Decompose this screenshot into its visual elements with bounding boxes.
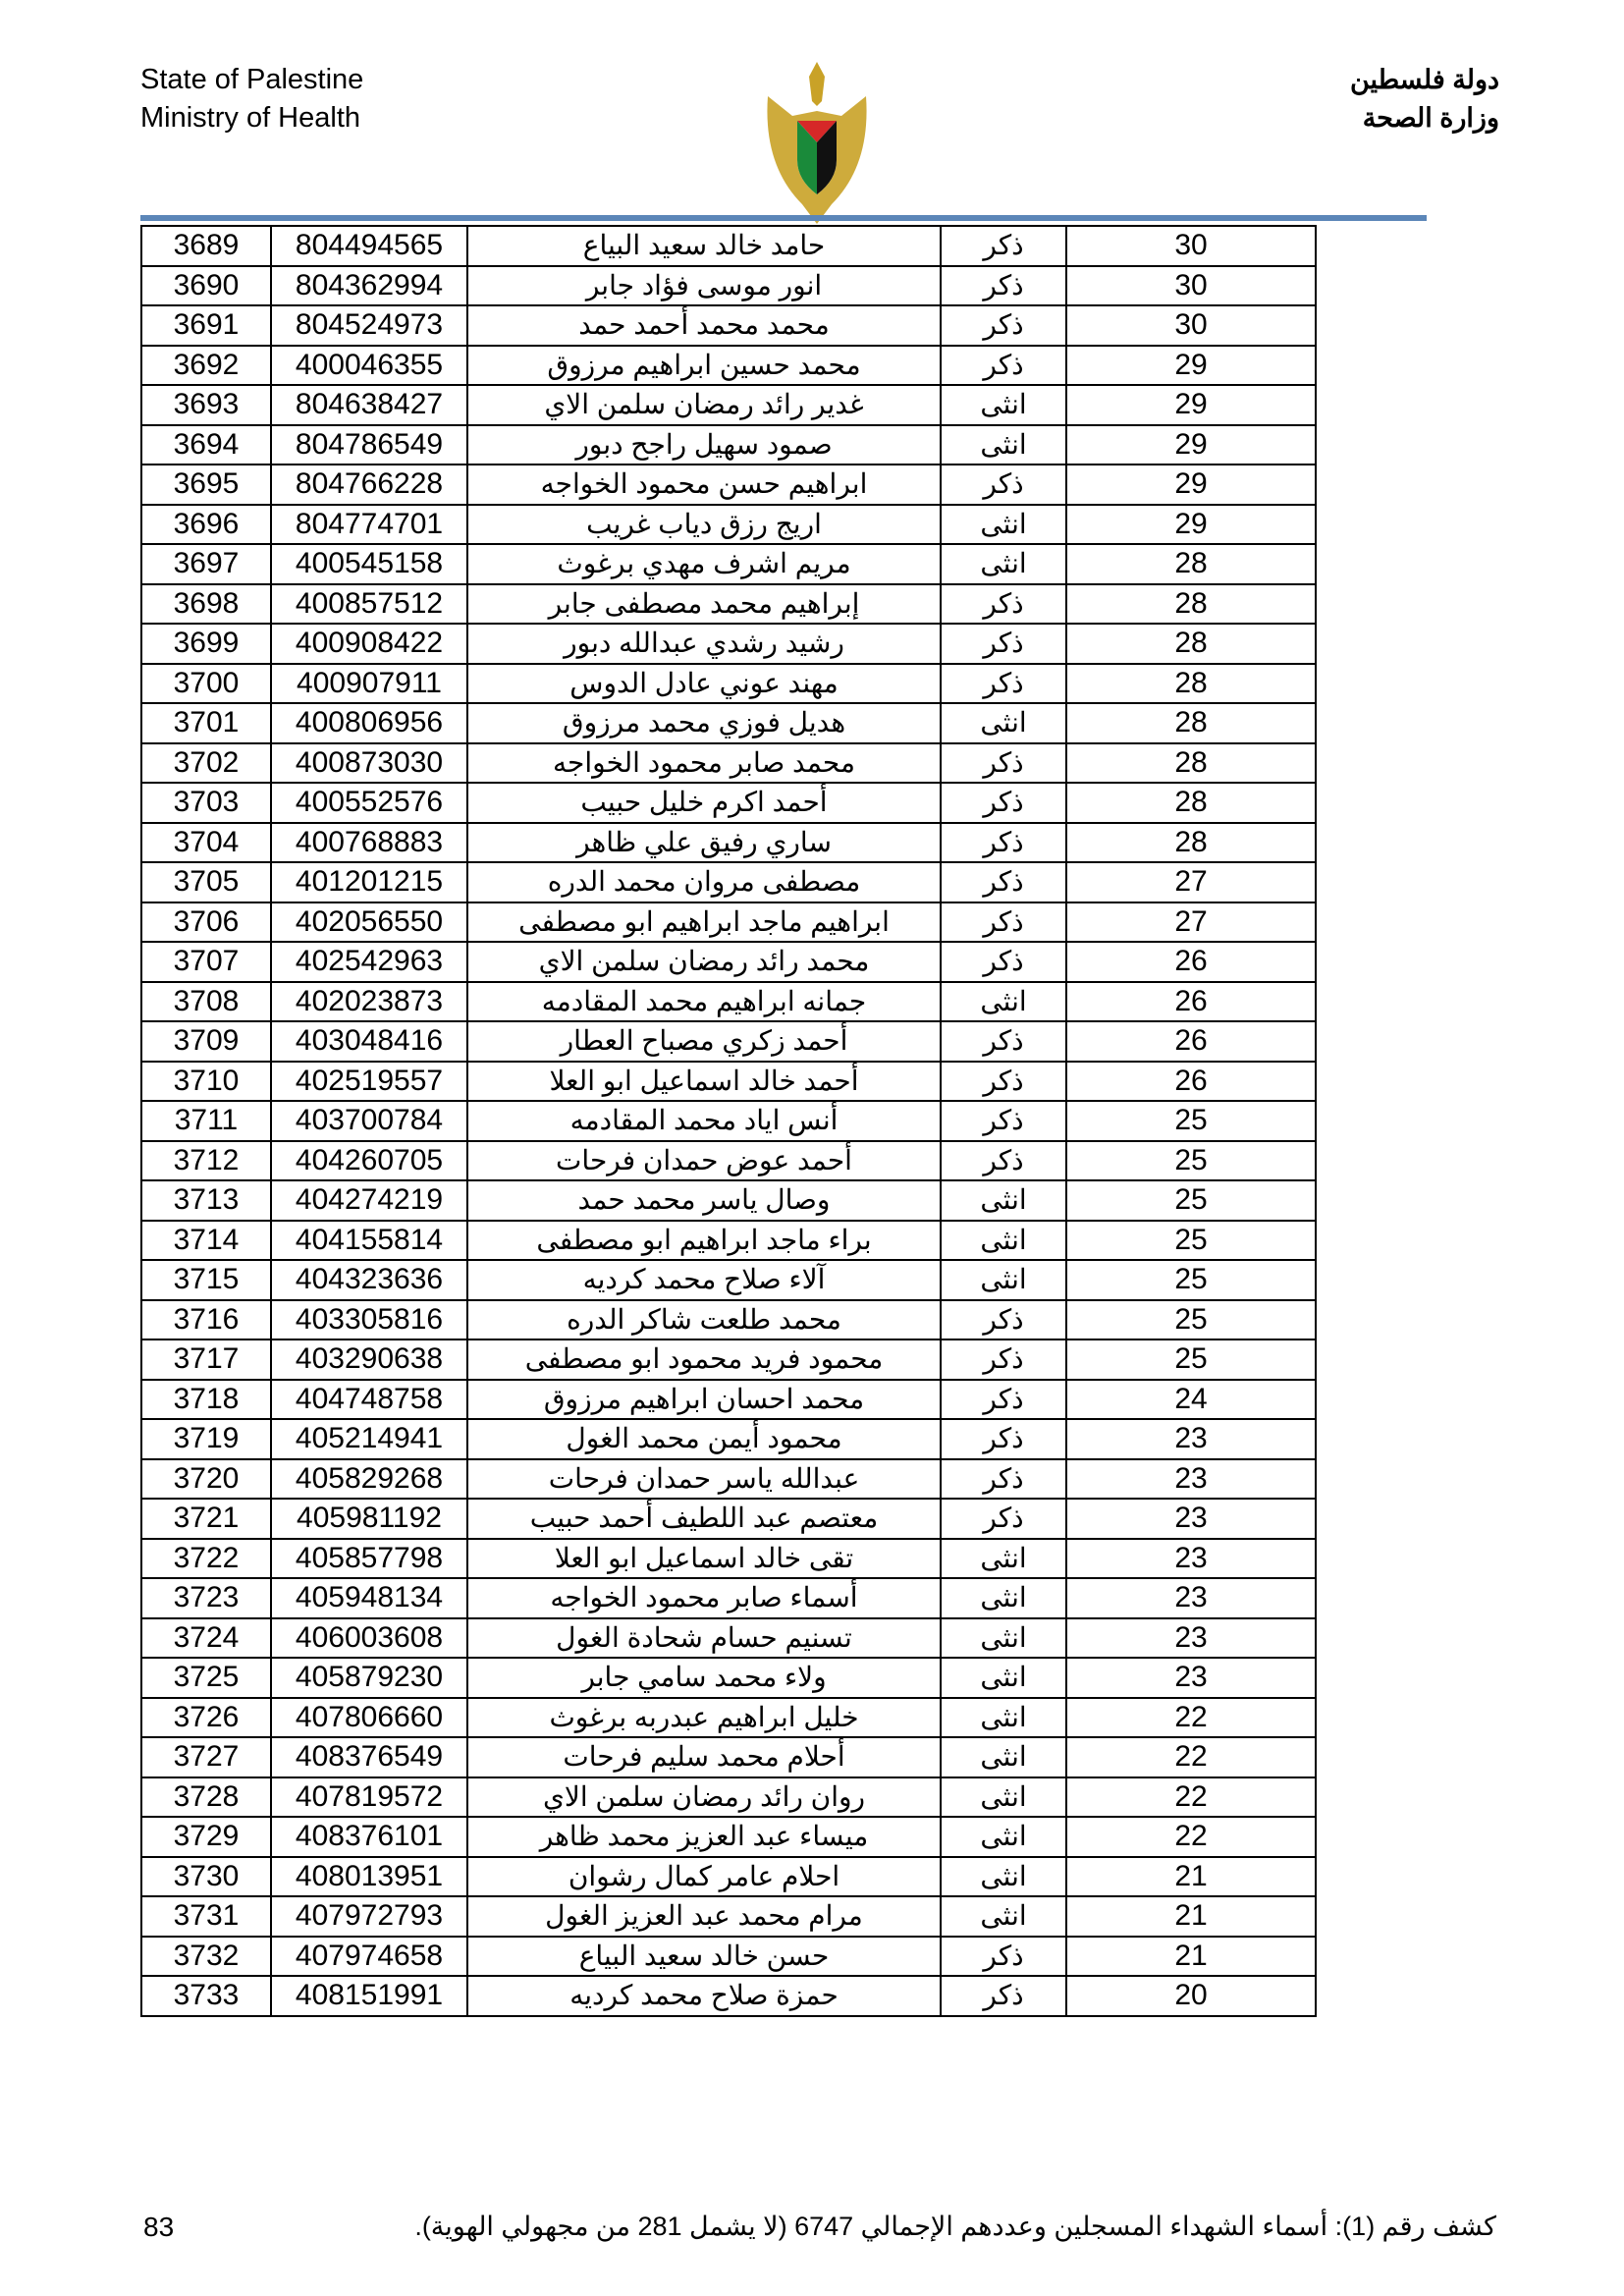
- sequence-cell: 3709: [141, 1021, 271, 1062]
- table-row: [141, 1101, 1316, 1141]
- sequence-cell: 3715: [141, 1260, 271, 1300]
- gender-cell: ذكر: [941, 664, 1066, 704]
- sequence-cell: 3707: [141, 942, 271, 982]
- id-number-cell: 403700784: [271, 1101, 467, 1141]
- table-row: [141, 226, 1316, 266]
- sequence-cell: 3697: [141, 544, 271, 584]
- id-number-cell: 408376549: [271, 1737, 467, 1777]
- sequence-cell: 3694: [141, 425, 271, 465]
- table-row: [141, 703, 1316, 743]
- id-number-cell: 405829268: [271, 1459, 467, 1500]
- gender-cell: انثى: [941, 1221, 1066, 1261]
- age-cell: 26: [1066, 942, 1316, 982]
- id-number-cell: 405981192: [271, 1499, 467, 1539]
- age-cell: 30: [1066, 305, 1316, 346]
- gender-cell: انثى: [941, 1817, 1066, 1857]
- gender-cell: ذكر: [941, 823, 1066, 863]
- name-cell: احلام عامر كمال رشوان: [467, 1857, 941, 1897]
- sequence-cell: 3690: [141, 266, 271, 306]
- sequence-cell: 3711: [141, 1101, 271, 1141]
- sequence-cell: 3710: [141, 1062, 271, 1102]
- age-cell: 28: [1066, 664, 1316, 704]
- id-number-cell: 407972793: [271, 1896, 467, 1937]
- id-number-cell: 404748758: [271, 1380, 467, 1420]
- id-number-cell: 406003608: [271, 1618, 467, 1659]
- sequence-cell: 3696: [141, 505, 271, 545]
- table-row: [141, 743, 1316, 784]
- state-name-ar: دولة فلسطين: [1349, 65, 1499, 94]
- sequence-cell: 3701: [141, 703, 271, 743]
- sequence-cell: 3722: [141, 1539, 271, 1579]
- age-cell: 30: [1066, 266, 1316, 306]
- ministry-name-en: Ministry of Health: [140, 102, 361, 134]
- age-cell: 25: [1066, 1221, 1316, 1261]
- name-cell: ساري رفيق علي ظاهر: [467, 823, 941, 863]
- table-row: [141, 1737, 1316, 1777]
- sequence-cell: 3702: [141, 743, 271, 784]
- state-name-en: State of Palestine: [140, 64, 364, 95]
- age-cell: 29: [1066, 346, 1316, 386]
- name-cell: تقى خالد اسماعيل ابو العلا: [467, 1539, 941, 1579]
- gender-cell: ذكر: [941, 1339, 1066, 1380]
- page-number: 83: [143, 2212, 175, 2242]
- gender-cell: انثى: [941, 505, 1066, 545]
- sequence-cell: 3717: [141, 1339, 271, 1380]
- table-row: [141, 1021, 1316, 1062]
- sequence-cell: 3698: [141, 584, 271, 625]
- age-cell: 23: [1066, 1419, 1316, 1459]
- table-row: [141, 902, 1316, 943]
- id-number-cell: 400907911: [271, 664, 467, 704]
- id-number-cell: 804638427: [271, 385, 467, 425]
- name-cell: أحمد خالد اسماعيل ابو العلا: [467, 1062, 941, 1102]
- name-cell: عبدالله ياسر حمدان فرحات: [467, 1459, 941, 1500]
- gender-cell: ذكر: [941, 1419, 1066, 1459]
- sequence-cell: 3695: [141, 465, 271, 505]
- gender-cell: ذكر: [941, 942, 1066, 982]
- name-cell: أسماء صابر محمود الخواجه: [467, 1578, 941, 1618]
- id-number-cell: 400768883: [271, 823, 467, 863]
- name-cell: إبراهيم محمد مصطفى جابر: [467, 584, 941, 625]
- gender-cell: ذكر: [941, 1380, 1066, 1420]
- id-number-cell: 404155814: [271, 1221, 467, 1261]
- age-cell: 23: [1066, 1578, 1316, 1618]
- table-row: [141, 783, 1316, 823]
- gender-cell: انثى: [941, 544, 1066, 584]
- name-cell: محمد احسان ابراهيم مرزوق: [467, 1380, 941, 1420]
- gender-cell: انثى: [941, 1260, 1066, 1300]
- age-cell: 23: [1066, 1658, 1316, 1698]
- age-cell: 25: [1066, 1101, 1316, 1141]
- id-number-cell: 402056550: [271, 902, 467, 943]
- id-number-cell: 804786549: [271, 425, 467, 465]
- table-row: [141, 1618, 1316, 1659]
- sequence-cell: 3719: [141, 1419, 271, 1459]
- table-row: [141, 1499, 1316, 1539]
- gender-cell: ذكر: [941, 584, 1066, 625]
- id-number-cell: 407819572: [271, 1777, 467, 1818]
- name-cell: مرام محمد عبد العزيز الغول: [467, 1896, 941, 1937]
- sequence-cell: 3704: [141, 823, 271, 863]
- table-row: [141, 1380, 1316, 1420]
- sequence-cell: 3720: [141, 1459, 271, 1500]
- id-number-cell: 408151991: [271, 1976, 467, 2016]
- age-cell: 26: [1066, 982, 1316, 1022]
- name-cell: اريج رزق دياب غريب: [467, 505, 941, 545]
- age-cell: 28: [1066, 584, 1316, 625]
- name-cell: أحلام محمد سليم فرحات: [467, 1737, 941, 1777]
- gender-cell: انثى: [941, 1658, 1066, 1698]
- id-number-cell: 804494565: [271, 226, 467, 266]
- sequence-cell: 3700: [141, 664, 271, 704]
- table-row: [141, 425, 1316, 465]
- header-divider: [140, 215, 1427, 221]
- id-number-cell: 804524973: [271, 305, 467, 346]
- name-cell: مصطفى مروان محمد الدره: [467, 862, 941, 902]
- gender-cell: ذكر: [941, 1976, 1066, 2016]
- name-cell: حسن خالد سعيد البياع: [467, 1937, 941, 1977]
- id-number-cell: 401201215: [271, 862, 467, 902]
- name-cell: أحمد عوض حمدان فرحات: [467, 1141, 941, 1181]
- name-cell: محمود فريد محمود ابو مصطفى: [467, 1339, 941, 1380]
- age-cell: 29: [1066, 465, 1316, 505]
- age-cell: 30: [1066, 226, 1316, 266]
- gender-cell: ذكر: [941, 1300, 1066, 1340]
- gender-cell: انثى: [941, 1180, 1066, 1221]
- table-row: [141, 1221, 1316, 1261]
- footer-caption: كشف رقم (1): أسماء الشهداء المسجلين وعددهم الإجمالي 6747 (لا يشمل 281 من مجهولي الهوية).: [414, 2212, 1496, 2241]
- id-number-cell: 407806660: [271, 1698, 467, 1738]
- sequence-cell: 3714: [141, 1221, 271, 1261]
- age-cell: 28: [1066, 544, 1316, 584]
- id-number-cell: 400046355: [271, 346, 467, 386]
- gender-cell: ذكر: [941, 1499, 1066, 1539]
- name-cell: أنس اياد محمد المقادمه: [467, 1101, 941, 1141]
- age-cell: 29: [1066, 505, 1316, 545]
- age-cell: 23: [1066, 1499, 1316, 1539]
- name-cell: روان رائد رمضان سلمن الاي: [467, 1777, 941, 1818]
- table-row: [141, 505, 1316, 545]
- age-cell: 25: [1066, 1260, 1316, 1300]
- id-number-cell: 402519557: [271, 1062, 467, 1102]
- header-english: [140, 61, 363, 137]
- name-cell: حمزة صلاح محمد كرديه: [467, 1976, 941, 2016]
- sequence-cell: 3708: [141, 982, 271, 1022]
- id-number-cell: 405948134: [271, 1578, 467, 1618]
- id-number-cell: 403048416: [271, 1021, 467, 1062]
- sequence-cell: 3706: [141, 902, 271, 943]
- age-cell: 21: [1066, 1896, 1316, 1937]
- name-cell: ابراهيم حسن محمود الخواجه: [467, 465, 941, 505]
- table-row: [141, 664, 1316, 704]
- ministry-name-ar: وزارة الصحة: [1362, 103, 1499, 133]
- gender-cell: ذكر: [941, 226, 1066, 266]
- table-row: [141, 1857, 1316, 1897]
- age-cell: 23: [1066, 1539, 1316, 1579]
- id-number-cell: 405879230: [271, 1658, 467, 1698]
- sequence-cell: 3716: [141, 1300, 271, 1340]
- id-number-cell: 804362994: [271, 266, 467, 306]
- table-row: [141, 266, 1316, 306]
- gender-cell: ذكر: [941, 1141, 1066, 1181]
- table-row: [141, 1459, 1316, 1500]
- table-row: [141, 862, 1316, 902]
- name-cell: ابراهيم ماجد ابراهيم ابو مصطفى: [467, 902, 941, 943]
- gender-cell: ذكر: [941, 465, 1066, 505]
- table-row: [141, 942, 1316, 982]
- age-cell: 29: [1066, 425, 1316, 465]
- age-cell: 20: [1066, 1976, 1316, 2016]
- table-row: [141, 1896, 1316, 1937]
- name-cell: مريم اشرف مهدي برغوث: [467, 544, 941, 584]
- sequence-cell: 3699: [141, 624, 271, 664]
- gender-cell: ذكر: [941, 902, 1066, 943]
- age-cell: 24: [1066, 1380, 1316, 1420]
- age-cell: 22: [1066, 1698, 1316, 1738]
- table-row: [141, 624, 1316, 664]
- table-row: [141, 1937, 1316, 1977]
- table-row: [141, 1698, 1316, 1738]
- age-cell: 21: [1066, 1937, 1316, 1977]
- name-cell: خليل ابراهيم عبدربه برغوث: [467, 1698, 941, 1738]
- table-row: [141, 544, 1316, 584]
- sequence-cell: 3732: [141, 1937, 271, 1977]
- id-number-cell: 402542963: [271, 942, 467, 982]
- age-cell: 27: [1066, 862, 1316, 902]
- palestine-eagle-emblem-icon: [758, 57, 876, 229]
- gender-cell: انثى: [941, 1618, 1066, 1659]
- name-cell: انور موسى فؤاد جابر: [467, 266, 941, 306]
- age-cell: 25: [1066, 1141, 1316, 1181]
- age-cell: 25: [1066, 1339, 1316, 1380]
- sequence-cell: 3723: [141, 1578, 271, 1618]
- gender-cell: ذكر: [941, 1021, 1066, 1062]
- sequence-cell: 3705: [141, 862, 271, 902]
- gender-cell: ذكر: [941, 1062, 1066, 1102]
- name-cell: أحمد اكرم خليل حبيب: [467, 783, 941, 823]
- id-number-cell: 407974658: [271, 1937, 467, 1977]
- name-cell: محمد صابر محمود الخواجه: [467, 743, 941, 784]
- name-cell: محمد رائد رمضان سلمن الاي: [467, 942, 941, 982]
- name-cell: غدير رائد رمضان سلمن الاي: [467, 385, 941, 425]
- sequence-cell: 3691: [141, 305, 271, 346]
- gender-cell: ذكر: [941, 1937, 1066, 1977]
- id-number-cell: 403305816: [271, 1300, 467, 1340]
- gender-cell: ذكر: [941, 624, 1066, 664]
- gender-cell: انثى: [941, 1539, 1066, 1579]
- id-number-cell: 402023873: [271, 982, 467, 1022]
- age-cell: 28: [1066, 703, 1316, 743]
- table-row: [141, 584, 1316, 625]
- gender-cell: ذكر: [941, 266, 1066, 306]
- table-row: [141, 1976, 1316, 2016]
- sequence-cell: 3726: [141, 1698, 271, 1738]
- table-row: [141, 1339, 1316, 1380]
- table-row: [141, 1141, 1316, 1181]
- name-cell: وصال ياسر محمد حمد: [467, 1180, 941, 1221]
- table-row: [141, 982, 1316, 1022]
- gender-cell: انثى: [941, 703, 1066, 743]
- id-number-cell: 408376101: [271, 1817, 467, 1857]
- age-cell: 28: [1066, 783, 1316, 823]
- sequence-cell: 3725: [141, 1658, 271, 1698]
- age-cell: 26: [1066, 1021, 1316, 1062]
- id-number-cell: 400806956: [271, 703, 467, 743]
- name-cell: ولاء محمد سامي جابر: [467, 1658, 941, 1698]
- sequence-cell: 3689: [141, 226, 271, 266]
- gender-cell: انثى: [941, 1737, 1066, 1777]
- name-cell: هديل فوزي محمد مرزوق: [467, 703, 941, 743]
- table-row: [141, 1777, 1316, 1818]
- age-cell: 22: [1066, 1737, 1316, 1777]
- age-cell: 28: [1066, 624, 1316, 664]
- id-number-cell: 804766228: [271, 465, 467, 505]
- table-row: [141, 1062, 1316, 1102]
- sequence-cell: 3728: [141, 1777, 271, 1818]
- table-row: [141, 1817, 1316, 1857]
- table-row: [141, 385, 1316, 425]
- gender-cell: ذكر: [941, 1101, 1066, 1141]
- age-cell: 21: [1066, 1857, 1316, 1897]
- gender-cell: انثى: [941, 385, 1066, 425]
- table-row: [141, 465, 1316, 505]
- id-number-cell: 403290638: [271, 1339, 467, 1380]
- id-number-cell: 400873030: [271, 743, 467, 784]
- name-cell: جمانه ابراهيم محمد المقادمه: [467, 982, 941, 1022]
- table-row: [141, 1300, 1316, 1340]
- age-cell: 25: [1066, 1300, 1316, 1340]
- gender-cell: ذكر: [941, 783, 1066, 823]
- sequence-cell: 3733: [141, 1976, 271, 2016]
- gender-cell: انثى: [941, 982, 1066, 1022]
- age-cell: 26: [1066, 1062, 1316, 1102]
- id-number-cell: 404274219: [271, 1180, 467, 1221]
- name-cell: مهند عوني عادل الدوس: [467, 664, 941, 704]
- gender-cell: انثى: [941, 1698, 1066, 1738]
- sequence-cell: 3692: [141, 346, 271, 386]
- age-cell: 28: [1066, 823, 1316, 863]
- table-row: [141, 1419, 1316, 1459]
- id-number-cell: 405214941: [271, 1419, 467, 1459]
- age-cell: 27: [1066, 902, 1316, 943]
- gender-cell: ذكر: [941, 305, 1066, 346]
- sequence-cell: 3712: [141, 1141, 271, 1181]
- name-cell: معتصم عبد اللطيف أحمد حبيب: [467, 1499, 941, 1539]
- name-cell: رشيد رشدي عبدالله دبور: [467, 624, 941, 664]
- table-row: [141, 346, 1316, 386]
- age-cell: 29: [1066, 385, 1316, 425]
- sequence-cell: 3693: [141, 385, 271, 425]
- table-row: [141, 305, 1316, 346]
- age-cell: 28: [1066, 743, 1316, 784]
- gender-cell: ذكر: [941, 1459, 1066, 1500]
- sequence-cell: 3730: [141, 1857, 271, 1897]
- name-cell: تسنيم حسام شحادة الغول: [467, 1618, 941, 1659]
- gender-cell: انثى: [941, 1578, 1066, 1618]
- name-cell: آلاء صلاح محمد كرديه: [467, 1260, 941, 1300]
- name-cell: محمد طلعت شاكر الدره: [467, 1300, 941, 1340]
- sequence-cell: 3731: [141, 1896, 271, 1937]
- table-row: [141, 1658, 1316, 1698]
- age-cell: 25: [1066, 1180, 1316, 1221]
- table-row: [141, 823, 1316, 863]
- table-row: [141, 1260, 1316, 1300]
- gender-cell: ذكر: [941, 346, 1066, 386]
- gender-cell: ذكر: [941, 862, 1066, 902]
- id-number-cell: 404260705: [271, 1141, 467, 1181]
- gender-cell: انثى: [941, 1857, 1066, 1897]
- sequence-cell: 3721: [141, 1499, 271, 1539]
- id-number-cell: 400552576: [271, 783, 467, 823]
- gender-cell: انثى: [941, 1896, 1066, 1937]
- name-cell: محمد حسين ابراهيم مرزوق: [467, 346, 941, 386]
- name-cell: صمود سهيل راجح دبور: [467, 425, 941, 465]
- martyrs-table: [140, 225, 1317, 2017]
- id-number-cell: 405857798: [271, 1539, 467, 1579]
- gender-cell: انثى: [941, 1777, 1066, 1818]
- age-cell: 23: [1066, 1459, 1316, 1500]
- name-cell: محمود أيمن محمد الغول: [467, 1419, 941, 1459]
- sequence-cell: 3729: [141, 1817, 271, 1857]
- name-cell: أحمد زكري مصباح العطار: [467, 1021, 941, 1062]
- name-cell: براء ماجد ابراهيم ابو مصطفى: [467, 1221, 941, 1261]
- id-number-cell: 804774701: [271, 505, 467, 545]
- id-number-cell: 400908422: [271, 624, 467, 664]
- table-row: [141, 1180, 1316, 1221]
- age-cell: 22: [1066, 1777, 1316, 1818]
- age-cell: 23: [1066, 1618, 1316, 1659]
- header-arabic: [1350, 61, 1499, 137]
- name-cell: محمد محمد أحمد حمد: [467, 305, 941, 346]
- id-number-cell: 400545158: [271, 544, 467, 584]
- table-row: [141, 1539, 1316, 1579]
- sequence-cell: 3703: [141, 783, 271, 823]
- table-row: [141, 1578, 1316, 1618]
- age-cell: 22: [1066, 1817, 1316, 1857]
- gender-cell: انثى: [941, 425, 1066, 465]
- id-number-cell: 400857512: [271, 584, 467, 625]
- sequence-cell: 3727: [141, 1737, 271, 1777]
- sequence-cell: 3718: [141, 1380, 271, 1420]
- id-number-cell: 404323636: [271, 1260, 467, 1300]
- name-cell: ميساء عبد العزيز محمد ظاهر: [467, 1817, 941, 1857]
- id-number-cell: 408013951: [271, 1857, 467, 1897]
- name-cell: حامد خالد سعيد البياع: [467, 226, 941, 266]
- sequence-cell: 3713: [141, 1180, 271, 1221]
- gender-cell: ذكر: [941, 743, 1066, 784]
- sequence-cell: 3724: [141, 1618, 271, 1659]
